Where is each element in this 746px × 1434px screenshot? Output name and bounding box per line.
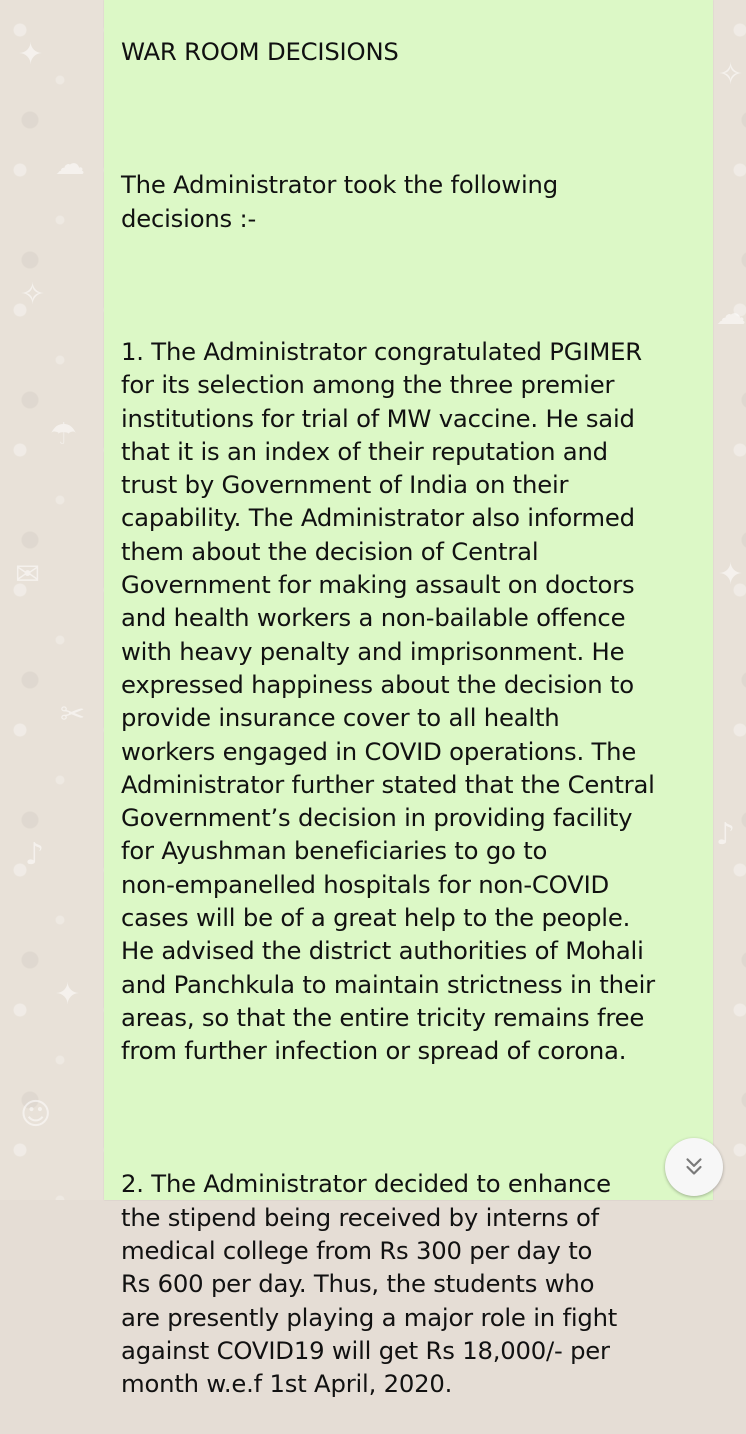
message-text <box>121 2 701 1434</box>
doodle-icon: ♪ <box>716 817 736 852</box>
message-intro: The Administrator took the following decisions :- <box>121 170 558 233</box>
doodle-icon: ✧ <box>20 277 46 312</box>
double-chevron-down-icon <box>681 1154 707 1180</box>
doodle-icon: ✧ <box>718 57 744 92</box>
scroll-to-bottom-button[interactable] <box>665 1138 723 1196</box>
message-title: WAR ROOM DECISIONS <box>121 37 399 67</box>
doodle-icon: ✉ <box>15 557 41 592</box>
doodle-icon: ♪ <box>25 837 45 872</box>
doodle-icon: ✂ <box>60 697 86 732</box>
decision-point-1: 1. The Administrator congratulated PGIMER for its selection among the three premier institutions for trial of MW vaccine. He said that it is an index of their reputation and trust by Government of India on their capability. The Administrator also informed them about the decision of Central Government for making assault on doctors and health workers a non-bailable offence with heavy penalty and imprisonment. He expressed happiness about the decision to provide insurance cover to all health workers engaged in COVID operations. The Administrator further stated that the Central Government’s decision in providing facility for Ayushman beneficiaries to go to non-empanelled hospitals for non-COVID cases will be of a great help to the people. He advised the district authorities of Mohali and Panchkula to maintain strictness in their areas, so that the entire tricity remains free from further infection or spread of corona. <box>121 336 655 1066</box>
paragraph-gap <box>121 102 701 135</box>
doodle-icon: ✦ <box>18 37 44 72</box>
doodle-icon: ☺ <box>20 1097 52 1132</box>
doodle-icon: ✦ <box>55 977 81 1012</box>
decision-point-2: 2. The Administrator decided to enhance the stipend being received by interns of medical college from Rs 300 per day to Rs 600 per day. Thus, the students who are presently playing a major role in fight against COVID19 will get Rs 18,000/- per month w.e.f 1st April, 2020. <box>121 1169 618 1399</box>
doodle-icon: ☁ <box>55 147 85 182</box>
message-bubble[interactable] <box>104 0 713 1399</box>
doodle-icon: ☁ <box>716 297 746 332</box>
paragraph-gap <box>121 268 701 301</box>
doodle-icon: ✦ <box>718 557 744 592</box>
paragraph-gap <box>121 1101 701 1134</box>
doodle-icon: ☂ <box>50 417 77 452</box>
